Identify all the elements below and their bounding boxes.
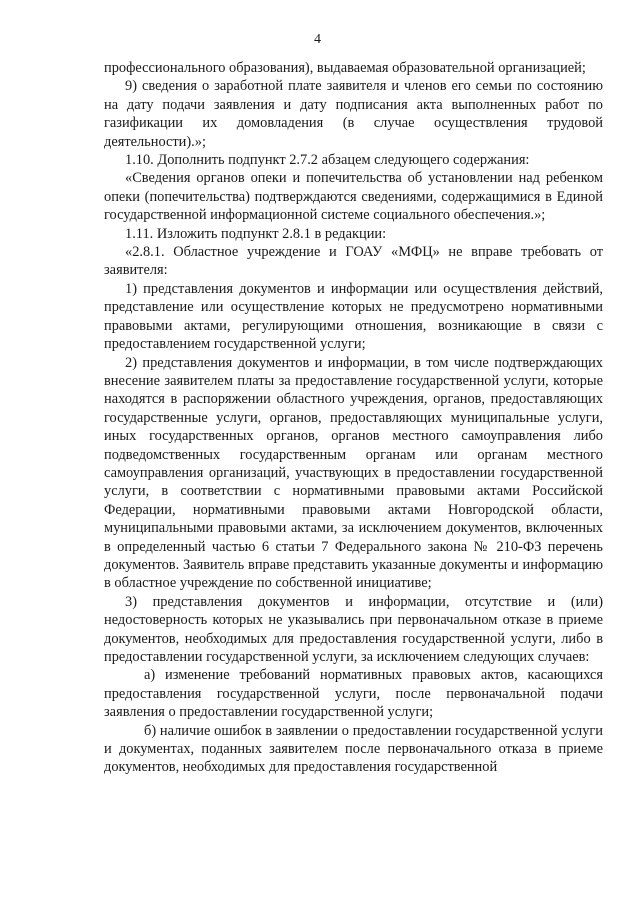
paragraph-education-continuation: профессионального образования), выдаваемая образовательной организацией;: [104, 60, 586, 76]
paragraph-item-1: 1) представления документов и информации или осуществления действий, представление или осуществление которых не предусмотрено нормативными правовыми актами, регулирующими отношения, возникающие в связи с предоставлением государственной услуги;: [104, 280, 603, 353]
paragraph-item-9-salary: 9) сведения о заработной плате заявителя и членов его семьи по состоянию на дату подачи заявления и дату подписания акта выполненных работ по газификации их домовладения (в случае осуществления трудовой деятельности).»;: [104, 78, 603, 150]
paragraph-item-3: 3) представления документов и информации, отсутствие и (или) недостоверность которых не указывались при первоначальном отказе в приеме документов, необходимых для предоставления государственной услуги, либо в предоставлении государственной услуги, за исключением следующих случаев:: [104, 593, 603, 665]
paragraph-item-a: а) изменение требований нормативных правовых актов, касающихся предоставления государственной услуги, после первоначальной подачи заявления о предоставлении государственной услуги;: [104, 667, 603, 721]
paragraph-guardianship-quote: «Сведения органов опеки и попечительства об установлении над ребенком опеки (попечительства) подтверждаются сведениями, содержащимися в Единой государственной информационной системе социального обеспечения.»;: [104, 170, 603, 224]
document-body: [104, 59, 603, 777]
paragraph-item-2: 2) представления документов и информации, в том числе подтверждающих внесение заявителем платы за предоставление государственной услуги, которые находятся в распоряжении областного учреждения, органов, предоставляющих государственные услуги, органов, предоставляющих муниципальные услуги, иных государственных органов, органов местного самоуправления либо подведомственных государственным органам или органам местного самоуправления организаций, участвующих в предоставлении государственной услуги, в соответствии с нормативными правовыми актами Российской Федерации, нормативными правовыми актами Новгородской области, муниципальными правовыми актами, за исключением документов, включенных в определенный частью 6 статьи 7 Федерального закона № 210-ФЗ перечень документов. Заявитель вправе представить указанные документы и информацию в областное учреждение по собственной инициативе;: [104, 354, 603, 592]
paragraph-2-8-1: «2.8.1. Областное учреждение и ГОАУ «МФЦ» не вправе требовать от заявителя:: [104, 244, 603, 279]
page-number: 4: [314, 32, 321, 47]
paragraph-1-10: 1.10. Дополнить подпункт 2.7.2 абзацем следующего содержания:: [125, 152, 530, 169]
paragraph-item-b: б) наличие ошибок в заявлении о предоставлении государственной услуги и документах, поданных заявителем после первоначального отказа в приеме документов, необходимых для предоставления государственной: [104, 722, 603, 776]
paragraph-1-11: 1.11. Изложить подпункт 2.8.1 в редакции:: [125, 225, 387, 242]
